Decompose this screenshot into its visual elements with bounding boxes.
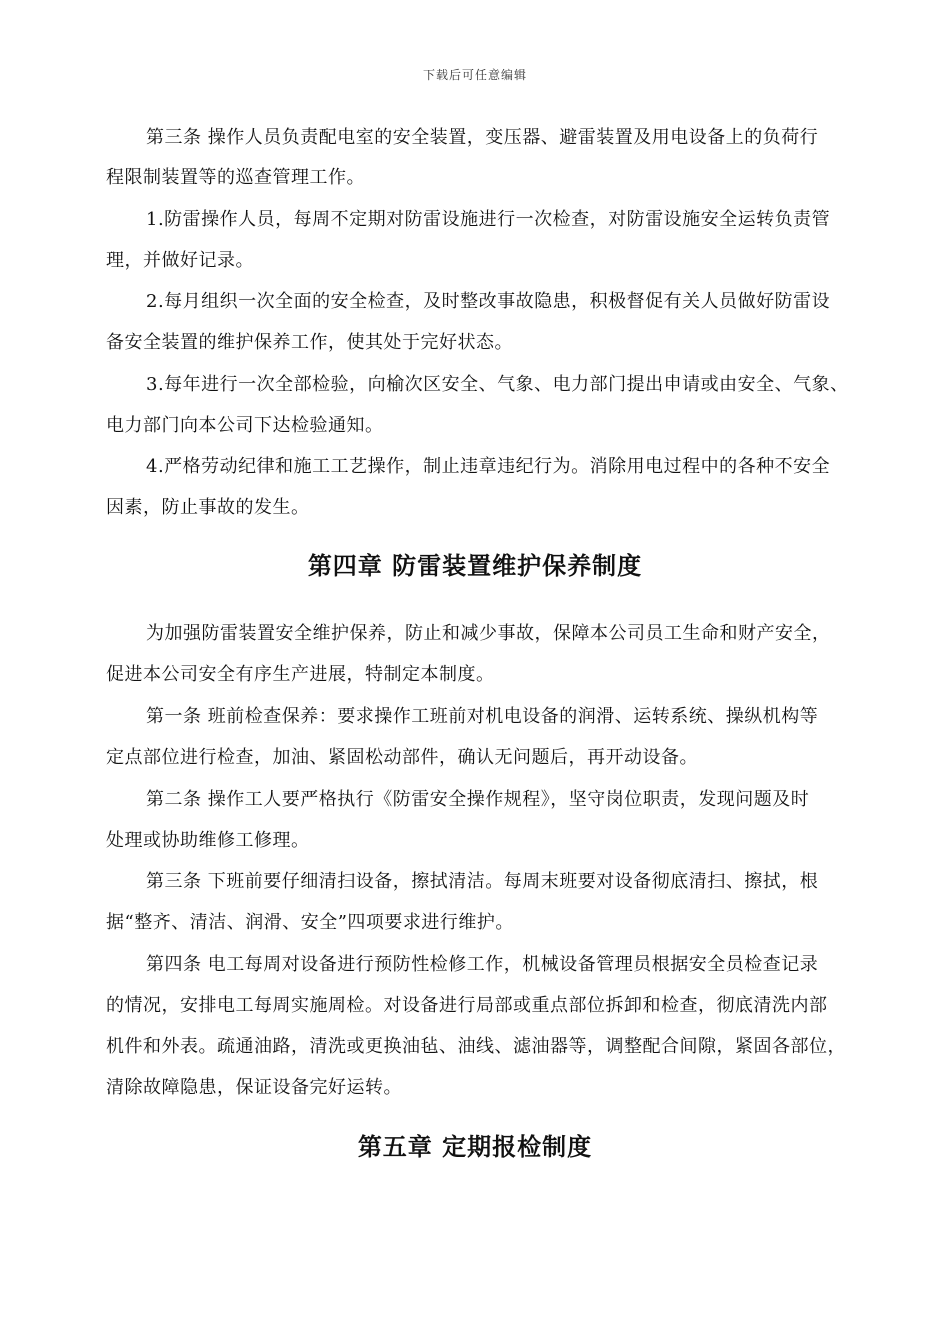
chapter-4-article-1-line-1: 第一条 班前检查保养：要求操作工班前对机电设备的润滑、运转系统、操纵机构等 [146, 706, 819, 727]
header-note: 下载后可任意编辑 [422, 68, 527, 82]
chapter-4-title: 第四章 防雷装置维护保养制度 [307, 552, 643, 580]
chapter-4-article-3-line-1: 第三条 下班前要仔细清扫设备，擦拭清洁。每周末班要对设备彻底清扫、擦拭，根 [146, 871, 819, 892]
item-4-line-2: 因素，防止事故的发生。 [106, 497, 310, 518]
chapter-4-article-4-line-3: 机件和外表。疏通油路，清洗或更换油毡、油线、滤油器等，调整配合间隙，紧固各部位， [106, 1036, 846, 1057]
chapter-4-article-3-line-2: 据“整齐、清洁、润滑、安全”四项要求进行维护。 [106, 912, 514, 933]
chapter-4-article-2-line-1: 第二条 操作工人要严格执行《防雷安全操作规程》，坚守岗位职责，发现问题及时 [146, 789, 810, 810]
chapter-4-article-2-line-2: 处理或协助维修工修理。 [106, 830, 310, 851]
item-3-line-1: 3.每年进行一次全部检验，向榆次区安全、气象、电力部门提出申请或由安全、气象、 [146, 374, 849, 395]
item-4-line-1: 4.严格劳动纪律和施工工艺操作，制止违章违纪行为。消除用电过程中的各种不安全 [146, 456, 831, 477]
chapter-4-article-4-line-1: 第四条 电工每周对设备进行预防性检修工作，机械设备管理员根据安全员检查记录 [146, 954, 819, 975]
item-3-line-2: 电力部门向本公司下达检验通知。 [106, 415, 384, 436]
chapter-5-title: 第五章 定期报检制度 [357, 1133, 593, 1161]
chapter-4-intro-line-2: 促进本公司安全有序生产进展，特制定本制度。 [106, 664, 495, 685]
chapter-4-article-4-line-2: 的情况，安排电工每周实施周检。对设备进行局部或重点部位拆卸和检查，彻底清洗内部 [106, 995, 828, 1016]
chapter-4-intro-line-1: 为加强防雷装置安全维护保养，防止和减少事故，保障本公司员工生命和财产安全， [146, 623, 831, 644]
chapter-4-article-1-line-2: 定点部位进行检查，加油、紧固松动部件，确认无问题后，再开动设备。 [106, 747, 698, 768]
item-2-line-1: 2.每月组织一次全面的安全检查，及时整改事故隐患，积极督促有关人员做好防雷设 [146, 291, 831, 312]
article-3-line-2: 程限制装置等的巡查管理工作。 [106, 167, 365, 188]
item-1-line-2: 理，并做好记录。 [106, 250, 254, 271]
item-2-line-2: 备安全装置的维护保养工作，使其处于完好状态。 [106, 332, 513, 353]
article-3-line-1: 第三条 操作人员负责配电室的安全装置，变压器、避雷装置及用电设备上的负荷行 [146, 127, 819, 148]
item-1-line-1: 1.防雷操作人员，每周不定期对防雷设施进行一次检查，对防雷设施安全运转负责管 [146, 209, 831, 230]
chapter-4-article-4-line-4: 清除故障隐患，保证设备完好运转。 [106, 1077, 402, 1098]
